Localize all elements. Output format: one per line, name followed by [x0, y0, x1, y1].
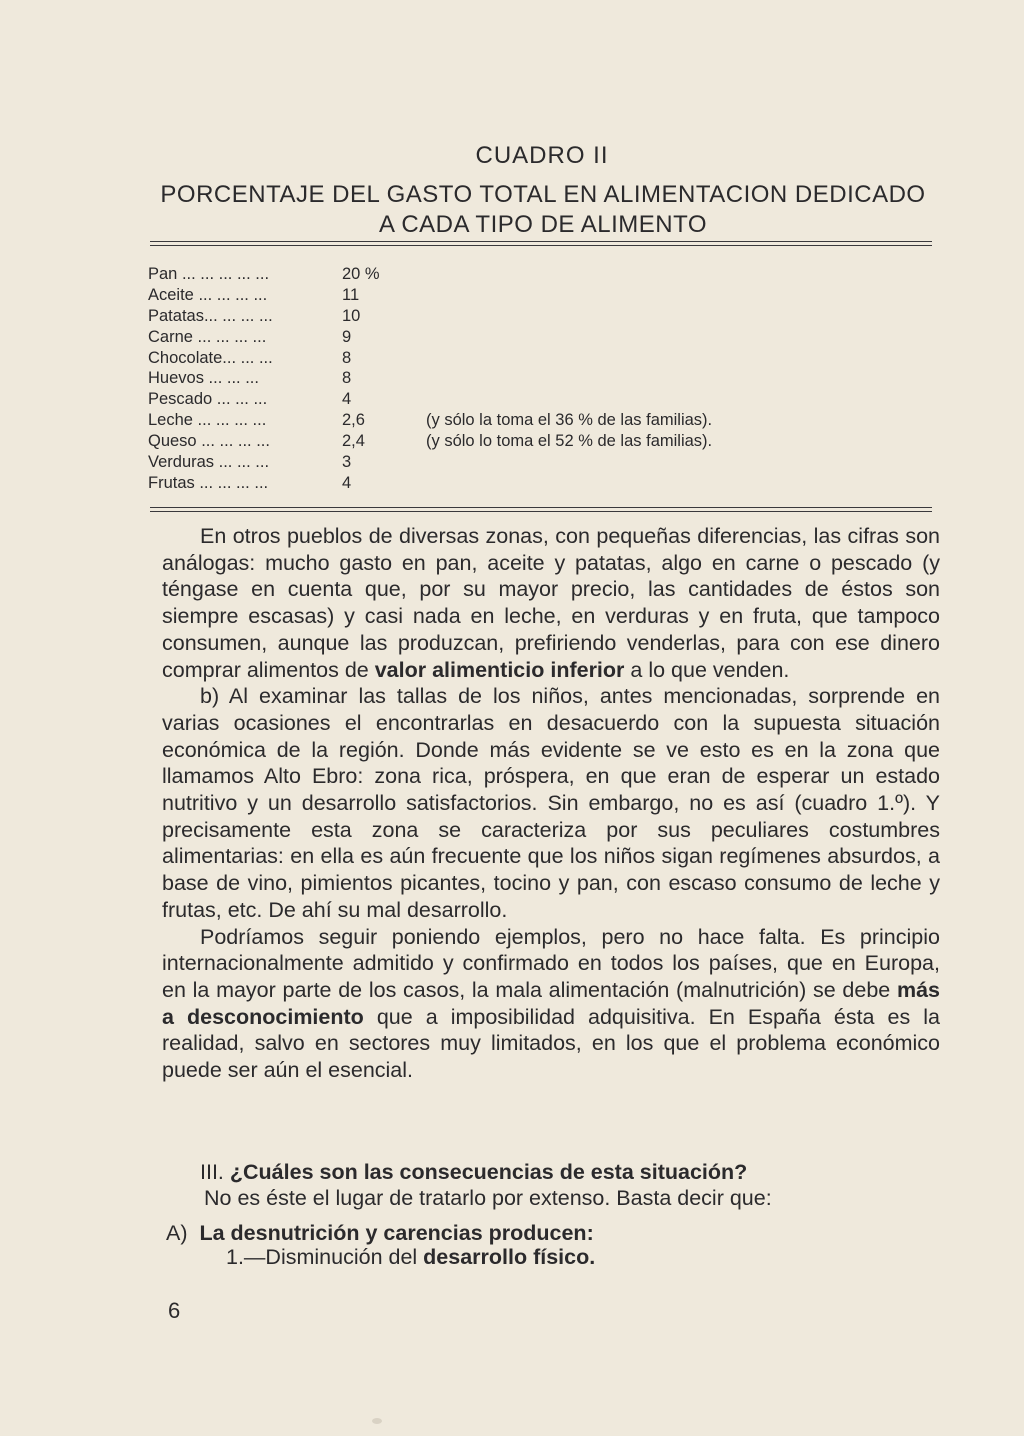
- table-row: [148, 368, 938, 389]
- food-percentage: 8: [342, 369, 352, 388]
- food-percentage: 2,6: [342, 411, 365, 430]
- table-row: [148, 410, 938, 431]
- emphasis: más a desconocimiento: [162, 977, 940, 1029]
- food-name: Frutas ... ... ... ...: [148, 473, 269, 492]
- paper-speck: [372, 1418, 382, 1424]
- food-name: Pescado ... ... ...: [148, 390, 268, 409]
- table-row: [148, 264, 938, 285]
- food-percentage: 3: [342, 453, 352, 472]
- food-name: Aceite ... ... ... ...: [148, 285, 268, 304]
- table-row: [148, 285, 938, 306]
- food-name: Pan ... ... ... ... ...: [148, 265, 270, 283]
- list-item: 1.—Disminución del desarrollo físico.: [226, 1245, 596, 1269]
- food-percentage: 20 %: [342, 265, 380, 283]
- table-title-line1: PORCENTAJE DEL GASTO TOTAL EN ALIMENTACION DEDICADO: [160, 181, 926, 208]
- table-row: [148, 431, 938, 452]
- table-row: [148, 306, 938, 327]
- paragraph-3: Podríamos seguir poniendo ejemplos, pero no hace falta. Es principio internacionalmente admitido y confirmado en todos los países, que en Europa, en la mayor parte de los casos, la mala alimentación (malnutrición) se debe más a desconocimiento que a imposibilidad adquisitiva. En España ésta es la realidad, salvo en sectores muy limitados, en los que el problema económico puede ser aún el esencial.: [162, 924, 940, 1083]
- section-title: ¿Cuáles son las consecuencias de esta situación?: [229, 1160, 748, 1184]
- food-percentage: 11: [342, 285, 360, 304]
- emphasis: desarrollo físico.: [423, 1245, 596, 1269]
- paragraph-1: En otros pueblos de diversas zonas, con pequeñas diferencias, las cifras son análogas: mucho gasto en pan, aceite y patatas, algo en carne o pescado (y téngase en cuenta que, por su mayor precio, las cantidades de éstos son siempre escasas) y casi nada en leche, en verduras y en fruta, que tampoco consumen, aunque las produzcan, prefiriendo venderlas, para con ese dinero comprar alimentos de valor alimenticio inferior a lo que venden.: [162, 524, 940, 682]
- body-text: [162, 523, 940, 1084]
- subsection-title: La desnutrición y carencias producen:: [199, 1221, 594, 1245]
- table-bottom-rule-2: [150, 511, 932, 512]
- food-expense-table: [148, 264, 938, 494]
- food-note: (y sólo la toma el 36 % de las familias).: [426, 411, 713, 430]
- table-row: [148, 389, 938, 410]
- paragraph-2: b) Al examinar las tallas de los niños, antes mencionadas, sorprende en varias ocasiones el encontrarlas en desacuerdo con la supuesta situación económica de la región. Donde más evidente se ve esto es en la zona que llamamos Alto Ebro: zona rica, próspera, en que eran de esperar un estado nutritivo y un desarrollo satisfactorios. Sin embargo, no es así (cuadro 1.º). Y precisamente esta zona se caracteriza por sus peculiares costumbres alimentarias: en ella es aún frecuente que los niños sigan regímenes absurdos, a base de vino, pimientos picantes, tocino y pan, con escaso consumo de leche y frutas, etc. De ahí su mal desarrollo.: [162, 684, 940, 922]
- food-name: Leche ... ... ... ...: [148, 411, 267, 430]
- page-number: 6: [168, 1298, 181, 1323]
- table-bottom-rule: [150, 507, 932, 508]
- food-percentage: 8: [342, 348, 352, 367]
- food-percentage: 4: [342, 390, 352, 409]
- table-row: [148, 327, 938, 348]
- table-row: [148, 452, 938, 473]
- food-name: Carne ... ... ... ...: [148, 327, 267, 346]
- table-top-rule-2: [150, 245, 932, 246]
- food-name: Verduras ... ... ...: [148, 453, 270, 472]
- section-number: III.: [200, 1160, 224, 1184]
- section-heading: [200, 1159, 747, 1185]
- food-percentage: 4: [342, 473, 352, 492]
- food-name: Chocolate... ... ...: [148, 348, 273, 367]
- subsection-label: A): [166, 1221, 188, 1245]
- food-percentage: 2,4: [342, 432, 365, 451]
- food-note: (y sólo lo toma el 52 % de las familias).: [426, 432, 713, 451]
- subsection-a: [166, 1220, 594, 1246]
- food-percentage: 9: [342, 327, 352, 346]
- food-name: Patatas... ... ... ...: [148, 306, 273, 325]
- food-percentage: 10: [342, 306, 361, 325]
- table-row: [148, 473, 938, 494]
- food-name: Queso ... ... ... ...: [148, 432, 270, 451]
- table-top-rule: [150, 241, 932, 242]
- section-intro: No es éste el lugar de tratarlo por extenso. Basta decir que:: [204, 1186, 772, 1210]
- table-title: [148, 180, 938, 240]
- table-number: CUADRO II: [475, 142, 609, 169]
- food-name: Huevos ... ... ...: [148, 369, 259, 388]
- table-title-line2: A CADA TIPO DE ALIMENTO: [378, 211, 708, 238]
- table-row: [148, 348, 938, 369]
- emphasis: valor alimenticio inferior: [374, 657, 625, 682]
